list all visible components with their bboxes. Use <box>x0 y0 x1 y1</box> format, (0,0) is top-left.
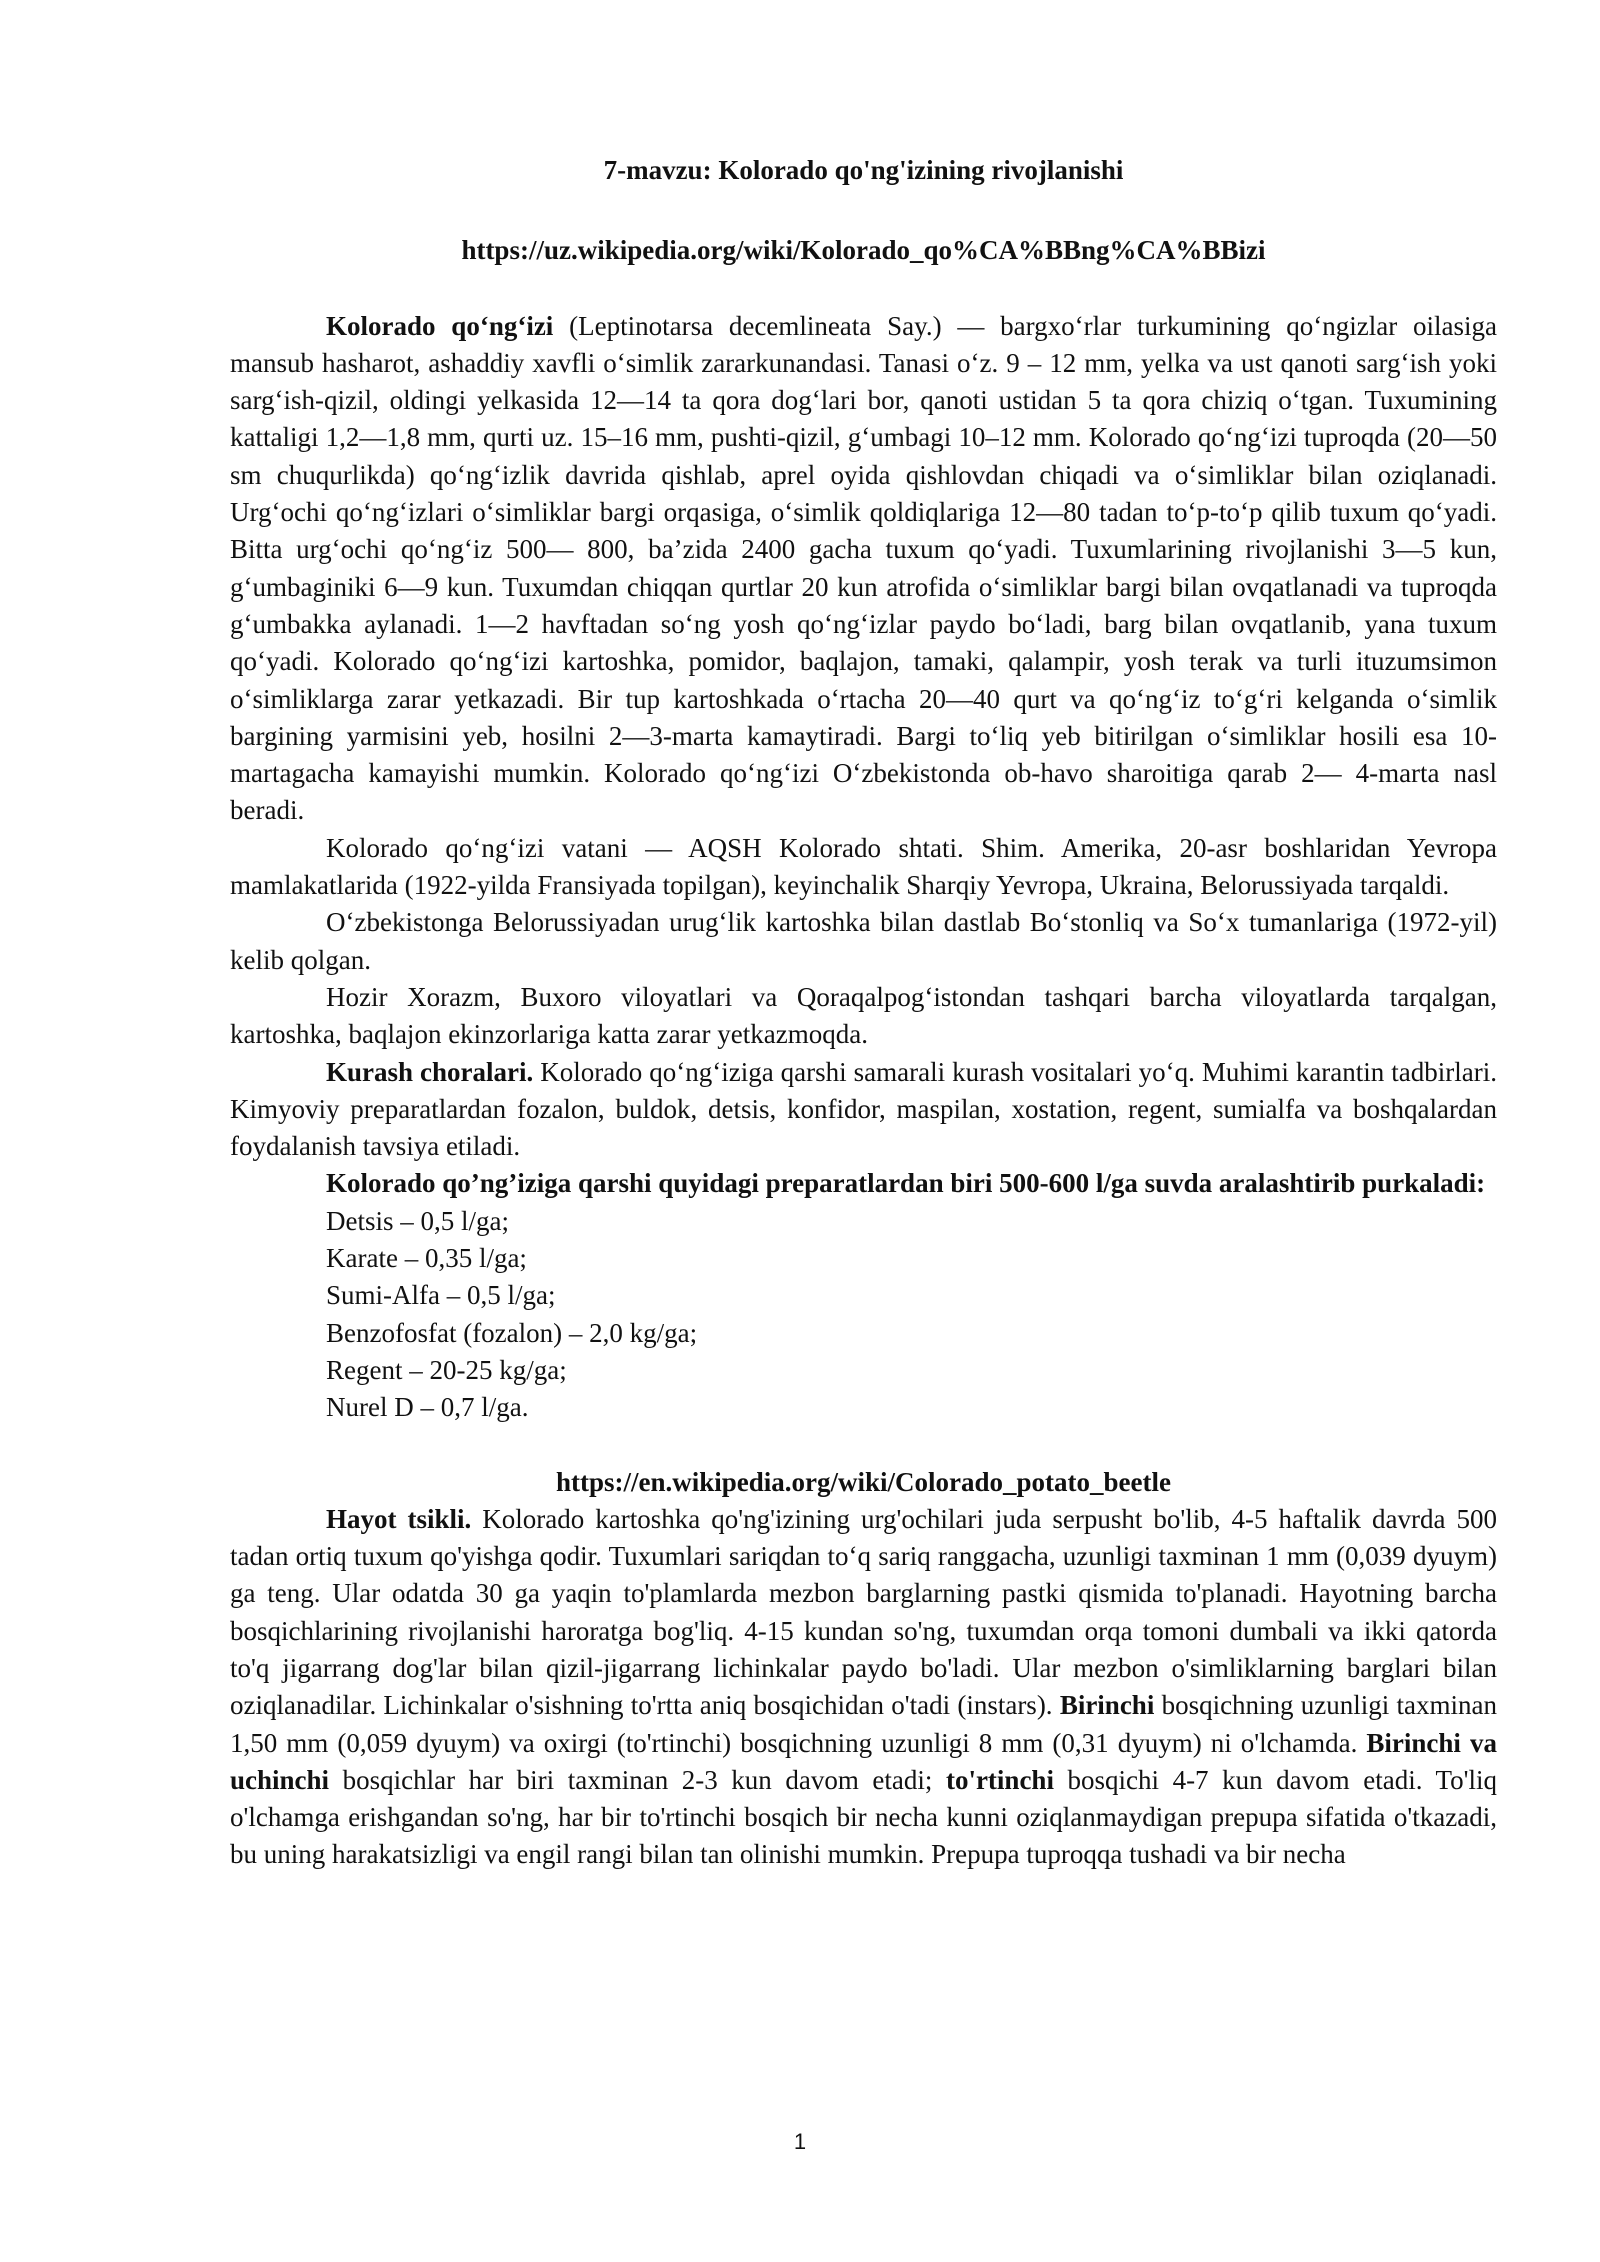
paragraph-life-cycle: Hayot tsikli. Kolorado kartoshka qo'ng'izining urg'ochilari juda serpusht bo'lib, 4-5 haftalik davrda 500 tadan ortiq tuxum qo'yishga qodir. Tuxumlari sariqdan to‘q sariq ranggacha, uzunligi taxminan 1 mm (0,039 dyuym) ga teng. Ular odatda 30 ga yaqin to'plamlarda mezbon barglarning pastki qismida to'planadi. Hayotning barcha bosqichlarining rivojlanishi haroratga bog'liq. 4-15 kundan so'ng, tuxumdan orqa tomoni dumbali va ikki qatorda to'q jigarrang dog'lar bilan qizil-jigarrang lichinkalar paydo bo'ladi. Ular mezbon o'simliklarning barglari bilan oziqlanadilar. Lichinkalar o'sishning to'rtta aniq bosqichidan o'tadi (instars). Birinchi bosqichning uzunligi taxminan 1,50 mm (0,059 dyuym) va oxirgi (to'rtinchi) bosqichning uzunligi 8 mm (0,31 dyuym) ni o'lchamda. Birinchi va uchinchi bosqichlar har biri taxminan 2-3 kun davom etadi; to'rtinchi bosqichi 4-7 kun davom etadi. To'liq o'lchamga erishgandan so'ng, har bir to'rtinchi bosqich bir necha kunni oziqlanmaydigan prepupa sifatida o'tkazadi, bu uning harakatsizligi va engil rangi bilan tan olinishi mumkin. Prepupa tuproqqa tushadi va bir necha <box>230 1503 1497 1870</box>
paragraph-intro <box>230 308 1497 830</box>
paragraph-intro-text: (Leptinotarsa decemlineata Say.) — bargxo‘rlar turkumining qo‘ngizlar oilasiga mansub hasharot, ashaddiy xavfli o‘simlik zararkunandasi. Tanasi o‘z. 9 – 12 mm, yelka va ust qanoti sarg‘ish yoki sarg‘ish-qizil, oldingi yelkasida 12—14 ta qora dog‘lari bor, qanoti ustidan 5 ta qora chiziq o‘tgan. Tuxumining kattaligi 1,2—1,8 mm, qurti uz. 15–16 mm, pushti-qizil, g‘umbagi 10–12 mm. Kolorado qo‘ng‘izi tuproqda (20—50 sm chuqurlikda) qo‘ng‘izlik davrida qishlab, aprel oyida qishlovdan chiqadi va o‘simliklar bilan oziqlanadi. Urg‘ochi qo‘ng‘izlari o‘simliklar bargi orqasiga, o‘simlik qoldiqlariga 12—80 tadan to‘p-to‘p qilib tuxum qo‘yadi. Bitta urg‘ochi qo‘ng‘iz 500— 800, ba’zida 2400 gacha tuxum qo‘yadi. Tuxumlarining rivojlanishi 3—5 kun, g‘umbaginiki 6—9 kun. Tuxumdan chiqqan qurtlar 20 kun atrofida o‘simliklar bargi bilan ovqatlanadi va tuproqda g‘umbakka aylanadi. 1—2 havftadan so‘ng yosh qo‘ng‘izlar paydo bo‘ladi, barg bilan ovqatlanib, yana tuxum qo‘yadi. Kolorado qo‘ng‘izi kartoshka, pomidor, baqlajon, tamaki, qalampir, yosh terak va turli ituzumsimon o‘simliklarga zarar yetkazadi. Bir tup kartoshkada o‘rtacha 20—40 qurt va qo‘ng‘iz to‘g‘ri kelganda o‘simlik bargining yarmisini yeb, hosilni 2—3-marta kamaytiradi. Bargi to‘liq yeb bitirilgan o‘simliklar hosili esa 10-martagacha kamayishi mumkin. Kolorado qo‘ng‘izi O‘zbekistonda ob-havo sharoitiga qarab 2— 4-marta nasl beradi. <box>230 310 1497 826</box>
page-number: 1 <box>793 2129 807 2154</box>
paragraph-uzbekistan-arrival: O‘zbekistonga Belorussiyadan urug‘lik kartoshka bilan dastlab Bo‘stonliq va So‘x tumanlariga (1972-yil) kelib qolgan. <box>230 907 1497 975</box>
heading-control-measures: Kurash choralari. <box>326 1056 534 1087</box>
document-title: 7-mavzu: Kolorado qo'ng'izining rivojlanishi <box>603 155 1124 185</box>
heading-life-cycle: Hayot tsikli. <box>326 1503 472 1534</box>
term-kolorado: Kolorado qo‘ng‘izi <box>326 310 554 341</box>
dose-item: Detsis – 0,5 l/ga; <box>326 1205 509 1236</box>
dose-item: Nurel D – 0,7 l/ga. <box>326 1392 529 1423</box>
paragraph-distribution: Hozir Xorazm, Buxoro viloyatlari va Qoraqalpog‘istondan tashqari barcha viloyatlarda tarqalgan, kartoshka, baqlajon ekinzorlariga katta zarar yetkazmoqda. <box>230 981 1497 1050</box>
dose-list <box>230 1203 1497 1427</box>
paragraph-control-text: Kolorado qo‘ng‘iziga qarshi samarali kurash vositalari yo‘q. Muhimi karantin tadbirlari. Kimyoviy preparatlardan fozalon, buldok, detsis, konfidor, maspilan, xostation, regent, sumialfa va boshqalardan foydalanish tavsiya etiladi. <box>230 1056 1497 1162</box>
paragraph-origin: Kolorado qo‘ng‘izi vatani — AQSH Kolorado shtati. Shim. Amerika, 20-asr boshlaridan Yevropa mamlakatlarida (1922-yilda Fransiyada topilgan), keyinchalik Sharqiy Yevropa, Ukraina, Belorussiyada tarqaldi. <box>230 832 1497 901</box>
document-page <box>230 140 1497 1874</box>
dose-item: Regent – 20-25 kg/ga; <box>326 1354 567 1385</box>
dose-item: Benzofosfat (fozalon) – 2,0 kg/ga; <box>326 1317 698 1348</box>
spray-instruction-text: Kolorado qo’ng’iziga qarshi quyidagi preparatlardan biri 500-600 l/ga suvda aralashtirib purkaladi: <box>326 1168 1486 1199</box>
source-link-uz[interactable]: https://uz.wikipedia.org/wiki/Kolorado_qo%CA%BBng%CA%BBizi <box>461 235 1266 266</box>
dose-item: Sumi-Alfa – 0,5 l/ga; <box>326 1280 556 1311</box>
paragraph-spray-instruction <box>230 1165 1497 1202</box>
dose-item: Karate – 0,35 l/ga; <box>326 1243 527 1274</box>
source-link-en[interactable]: https://en.wikipedia.org/wiki/Colorado_potato_beetle <box>555 1466 1171 1497</box>
paragraph-control-measures <box>230 1054 1497 1166</box>
